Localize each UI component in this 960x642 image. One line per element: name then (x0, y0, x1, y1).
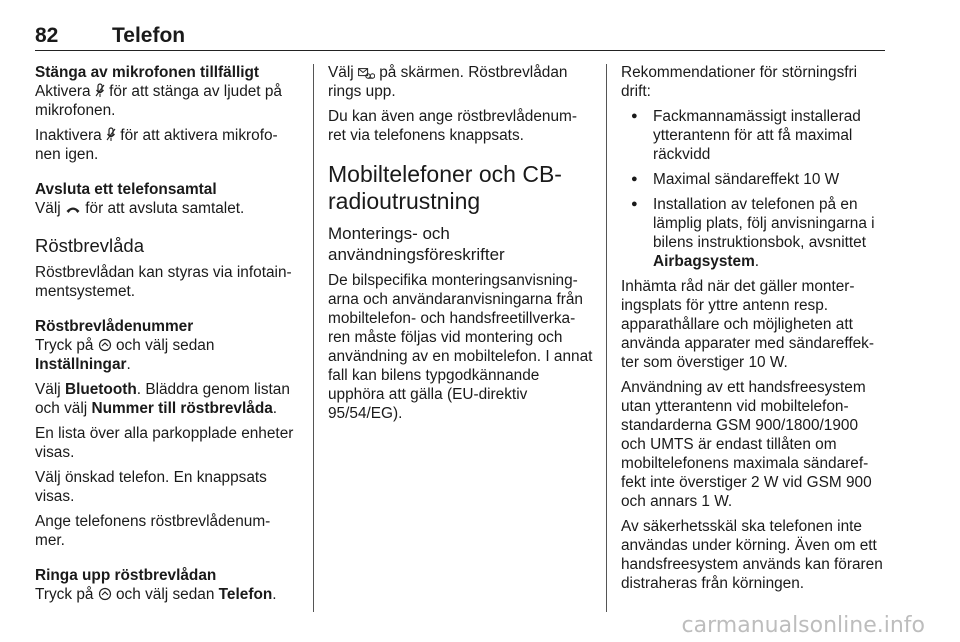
column-divider (606, 64, 607, 612)
end-call-text: Välj för att avsluta samtalet. (35, 200, 245, 217)
column-2 (328, 63, 593, 429)
voicemail-keypad-text: Du kan även ange röstbrevlådenum-ret via telefonens knappsats. (328, 108, 577, 144)
voicemail-screen-text: Välj på skärmen. Röstbrevlådan rings upp. (328, 64, 568, 100)
page-header (35, 24, 885, 51)
voicemail-heading: Röstbrevlåda (35, 235, 145, 256)
handsfree-text: Användning av ett handsfreesystem utan ytterantenn vid mobiltelefon-standarderna GSM 900/1800/1900 och UMTS är endast tillåten om mobiltelefonens maximala sändaref-fekt inte överstiger 2 W vid GSM 900 och annars 1 W. (621, 379, 872, 510)
subsection-title: Monterings- och användningsföreskrifter (328, 224, 505, 264)
call-voicemail-heading: Ringa upp röstbrevlådan (35, 567, 217, 584)
watermark: carmanualsonline.info (681, 613, 925, 638)
list-item: ● Installation av telefonen på en lämplig plats, följ anvisningarna i bilens instruktionsbok, avsnittet Airbagsystem. (621, 195, 886, 271)
mute-activate-text: Aktivera för att stänga av ljudet på mikrofonen. (35, 83, 282, 119)
voicemail-number-step-5: Ange telefonens röstbrevlådenum-mer. (35, 513, 271, 549)
voicemail-icon (358, 68, 375, 79)
column-3 (621, 63, 886, 599)
mic-mute-icon (106, 127, 116, 142)
recommendations-list (621, 107, 886, 271)
column-1 (35, 63, 300, 610)
home-icon (98, 587, 112, 601)
call-voicemail-text: Tryck på och välj sedan Telefon. (35, 586, 277, 603)
safety-text: Av säkerhetsskäl ska telefonen inte användas under körning. Även om ett handsfreesystem används kan föraren distraheras från körningen. (621, 518, 883, 592)
end-call-heading: Avsluta ett telefonsamtal (35, 181, 217, 198)
voicemail-number-heading: Röstbrevlådenummer (35, 318, 194, 335)
voicemail-number-step-1: Tryck på och välj sedan Inställningar. (35, 337, 215, 373)
voicemail-text: Röstbrevlådan kan styras via infotain-mentsystemet. (35, 264, 292, 300)
voicemail-number-step-4: Välj önskad telefon. En knappsats visas. (35, 469, 267, 505)
section-title: Mobiltelefoner och CB-radioutrustning (328, 161, 562, 214)
mic-mute-icon (95, 83, 105, 98)
page-number: 82 (35, 24, 59, 47)
page-title: Telefon (112, 24, 186, 47)
recommendations-intro: Rekommendationer för störningsfri drift: (621, 64, 858, 100)
installation-text: De bilspecifika monteringsanvisning-arna och användaranvisningarna från mobiltelefon- och handsfreetillverka-ren måste följas vid montering och användning av en mobiltelefon. I annat fall kan bilens typgodkännande upphöra att gälla (EU-direktiv 95/54/EG). (328, 272, 593, 422)
mute-heading: Stänga av mikrofonen tillfälligt (35, 64, 260, 81)
list-item: ● Maximal sändareffekt 10 W (621, 170, 886, 189)
hang-up-icon (65, 203, 81, 215)
antenna-advice-text: Inhämta råd när det gäller monter-ingsplats för yttre antenn resp. apparathållare och möjligheten att använda apparater med sändareffek-ter som överstiger 10 W. (621, 278, 874, 371)
voicemail-number-step-2: Välj Bluetooth. Bläddra genom listan och välj Nummer till röstbrevlåda. (35, 381, 290, 417)
mute-deactivate-text: Inaktivera för att aktivera mikrofo-nen igen. (35, 127, 278, 163)
column-divider (313, 64, 314, 612)
home-icon (98, 338, 112, 352)
voicemail-number-step-3: En lista över alla parkopplade enheter visas. (35, 425, 294, 461)
list-item: ● Fackmannamässigt installerad ytterantenn för att få maximal räckvidd (621, 107, 886, 164)
